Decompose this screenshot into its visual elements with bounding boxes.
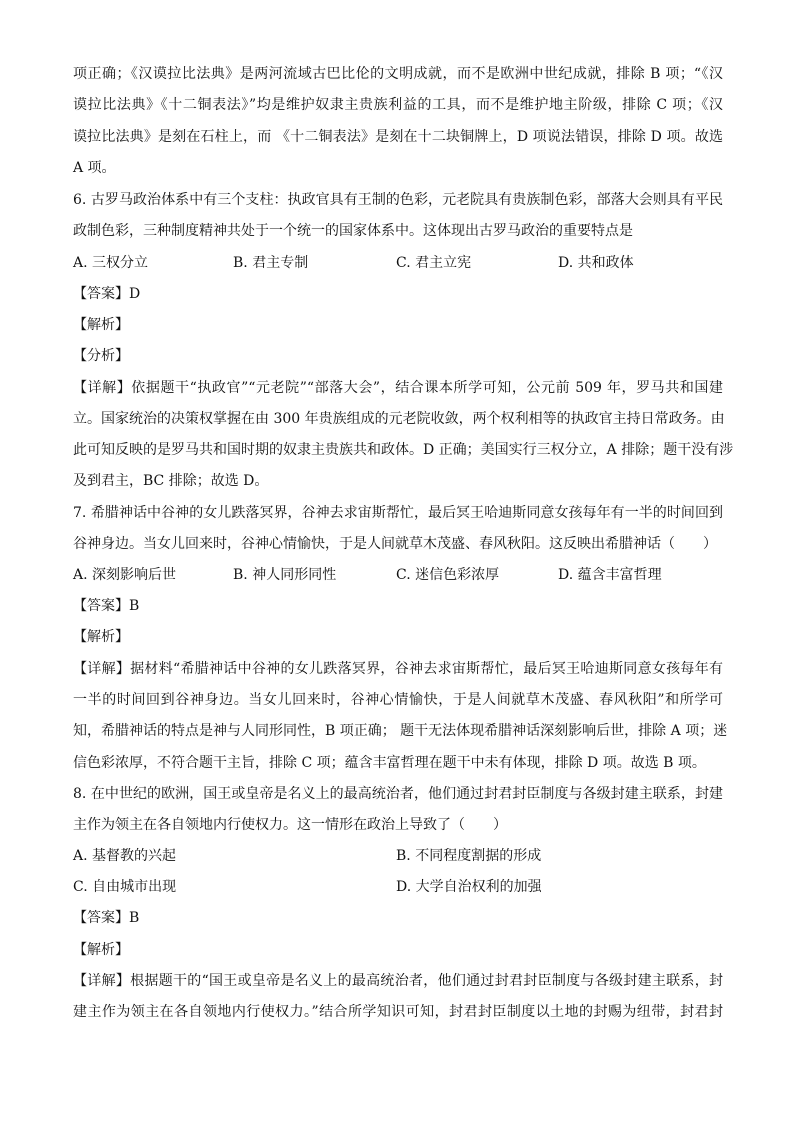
q7-option-b: B. 神人同形同性 [233, 567, 337, 583]
q6-option-d: D. 共和政体 [558, 255, 634, 271]
q8-option-c: C. 自由城市出现 [73, 879, 177, 895]
q8-answer: 【答案】B [73, 910, 140, 926]
q6-detail: 及到君主，BC 排除；故选 D。 [73, 473, 269, 489]
q6-fenxi-label: 【分析】 [73, 348, 129, 364]
q7-option-a: A. 深刻影响后世 [73, 567, 177, 583]
q6-detail: 立。国家统治的决策权掌握在由 300 年贵族组成的元老院收敛，两个权利相等的执政官主持日常政务。由 [73, 411, 725, 427]
q7-jiexi-label: 【解析】 [73, 629, 129, 645]
q8-option-d: D. 大学自治权利的加强 [396, 879, 542, 895]
q6-detail: 此可知反映的是罗马共和国时期的奴隶主贵族共和政体。D 正确；美国实行三权分立，A 排除；题干没有涉 [73, 442, 734, 458]
q8-option-a: A. 基督教的兴起 [73, 848, 177, 864]
q7-detail: 【详解】据材料“希腊神话中谷神的女儿跌落冥界，谷神去求宙斯帮忙，最后冥王哈迪斯同意女孩每年有 [73, 661, 723, 677]
q8-detail: 【详解】根据题干的“国王或皇帝是名义上的最高统治者，他们通过封君封臣制度与各级封建主联系，封 [73, 973, 723, 989]
q6-jiexi-label: 【解析】 [73, 317, 129, 333]
q8-jiexi-label: 【解析】 [73, 942, 129, 958]
q6-option-b: B. 君主专制 [233, 255, 309, 271]
q6-answer: 【答案】D [73, 286, 141, 302]
text-line: A 项。 [73, 160, 116, 176]
question-8-stem: 主作为领主在各自领地内行使权力。这一情形在政治上导致了（ ） [73, 817, 507, 833]
q6-option-c: C. 君主立宪 [396, 255, 472, 271]
question-8-stem: 8. 在中世纪的欧洲，国王或皇帝是名义上的最高统治者，他们通过封君封臣制度与各级封建主联系，封建 [73, 786, 723, 802]
q8-option-b: B. 不同程度割据的形成 [396, 848, 542, 864]
q7-answer: 【答案】B [73, 598, 140, 614]
q6-option-a: A. 三权分立 [73, 255, 149, 271]
q7-detail: 信色彩浓厚，不符合题干主旨，排除 C 项；蕴含丰富哲理在题干中未有体现，排除 D 项。故选 B 项。 [73, 755, 706, 771]
question-6-stem: 政制色彩，三种制度精神共处于一个统一的国家体系中。这体现出古罗马政治的重要特点是 [73, 223, 633, 239]
q7-option-d: D. 蕴含丰富哲理 [558, 567, 662, 583]
q7-option-c: C. 迷信色彩浓厚 [396, 567, 500, 583]
q7-detail: 一半的时间回到谷神身边。当女儿回来时，谷神心情愉快，于是人间就草木茂盛、春风秋阳”和所学可 [73, 692, 723, 708]
question-7-stem: 谷神身边。当女儿回来时，谷神心情愉快，于是人间就草木茂盛、春风秋阳。这反映出希腊神话（ ） [73, 536, 717, 552]
q8-detail: 建主作为领主在各自领地内行使权力。”结合所学知识可知，封君封臣制度以土地的封赐为纽带，封君封 [73, 1004, 723, 1020]
question-6-stem: 6. 古罗马政治体系中有三个支柱：执政官具有王制的色彩，元老院具有贵族制色彩，部落大会则具有平民 [73, 192, 723, 208]
text-line: 谟拉比法典》《十二铜表法》”均是维护奴隶主贵族利益的工具，而不是维护地主阶级，排除 C 项；《汉 [73, 97, 723, 113]
question-7-stem: 7. 希腊神话中谷神的女儿跌落冥界，谷神去求宙斯帮忙，最后冥王哈迪斯同意女孩每年有一半的时间回到 [73, 505, 723, 521]
text-line: 谟拉比法典》是刻在石柱上，而 《十二铜表法》是刻在十二块铜牌上，D 项说法错误，排除 D 项。故选 [73, 129, 723, 145]
q7-detail: 知，希腊神话的特点是神与人同形同性，B 项正确； 题干无法体现希腊神话深刻影响后世，排除 A 项；迷 [73, 723, 728, 739]
text-line: 项正确；《汉谟拉比法典》是两河流域古巴比伦的文明成就，而不是欧洲中世纪成就，排除 B 项；“《汉 [73, 66, 723, 82]
q6-detail: 【详解】依据题干“执政官”“元老院”“部落大会”，结合课本所学可知，公元前 509 年，罗马共和国建 [73, 380, 723, 396]
